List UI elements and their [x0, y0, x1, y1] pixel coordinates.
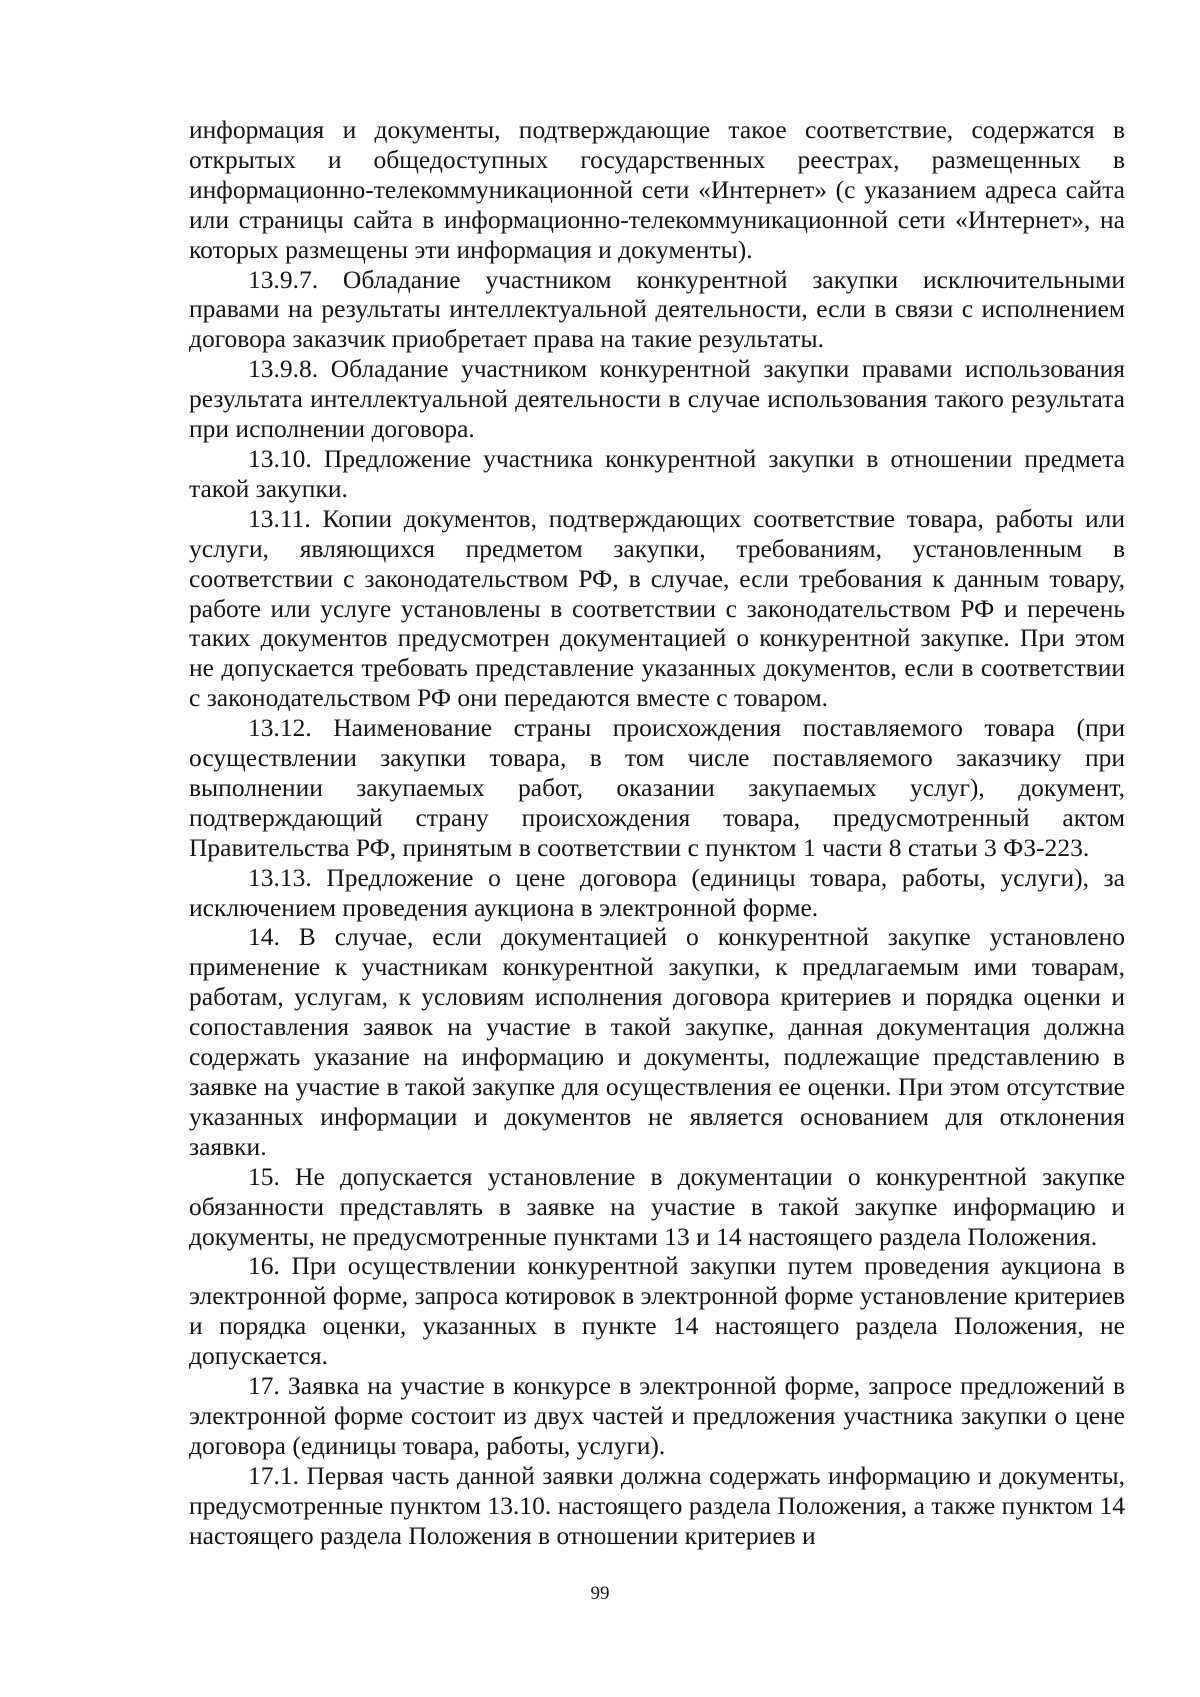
paragraph-15: 15. Не допускается установление в документации о конкурентной закупке обязанности представлять в заявке на участие в такой закупке информацию и документы, не предусмотренные пунктами 13 и 14 настоящего раздела Положения. [189, 1161, 1125, 1251]
paragraph-14: 14. В случае, если документацией о конкурентной закупке установлено применение к участникам конкурентной закупки, к предлагаемым ими товарам, работам, услугам, к условиям исполнения договора критериев и порядка оценки и сопоставления заявок на участие в такой закупке, данная документация должна содержать указание на информацию и документы, подлежащие представлению в заявке на участие в такой закупке для осуществления ее оценки. При этом отсутствие указанных информации и документов не является основанием для отклонения заявки. [189, 922, 1125, 1161]
paragraph-13-10: 13.10. Предложение участника конкурентной закупки в отношении предмета такой закупки. [189, 443, 1125, 503]
paragraph-13-12: 13.12. Наименование страны происхождения поставляемого товара (при осуществлении закупки товара, в том числе поставляемого заказчику при выполнении закупаемых работ, оказании закупаемых услуг), документ, подтверждающий страну происхождения товара, предусмотренный актом Правительства РФ, принятым в соответствии с пунктом 1 части 8 статьи 3 ФЗ-223. [189, 713, 1125, 862]
page-number: 99 [590, 1583, 610, 1604]
paragraph-13-9-8: 13.9.8. Обладание участником конкурентной закупки правами использования результата интеллектуальной деятельности в случае использования такого результата при исполнении договора. [189, 354, 1125, 444]
document-body [189, 115, 1125, 1551]
paragraph-16: 16. При осуществлении конкурентной закупки путем проведения аукциона в электронной форме, запроса котировок в электронной форме установление критериев и порядка оценки, указанных в пункте 14 настоящего раздела Положения, не допускается. [189, 1251, 1125, 1371]
paragraph-17: 17. Заявка на участие в конкурсе в электронной форме, запросе предложений в электронной форме состоит из двух частей и предложения участника закупки о цене договора (единицы товара, работы, услуги). [189, 1371, 1125, 1460]
paragraph-13-13: 13.13. Предложение о цене договора (единицы товара, работы, услуги), за исключением проведения аукциона в электронной форме. [189, 862, 1125, 922]
paragraph-13-9-7: 13.9.7. Обладание участником конкурентной закупки исключительными правами на результаты интеллектуальной деятельности, если в связи с исполнением договора заказчик приобретает права на такие результаты. [189, 264, 1125, 354]
paragraph-13-11: 13.11. Копии документов, подтверждающих соответствие товара, работы или услуги, являющихся предметом закупки, требованиям, установленным в соответствии с законодательством РФ, в случае, если требования к данным товару, работе или услуге установлены в соответствии с законодательством РФ и перечень таких документов предусмотрен документацией о конкурентной закупке. При этом не допускается требовать представление указанных документов, если в соответствии с законодательством РФ они передаются вместе с товаром. [189, 503, 1125, 713]
paragraph-continuation: информация и документы, подтверждающие такое соответствие, содержатся в открытых и общедоступных государственных реестрах, размещенных в информационно-телекоммуникационной сети «Интернет» (с указанием адреса сайта или страницы сайта в информационно-телекоммуникационной сети «Интернет», на которых размещены эти информация и документы). [189, 115, 1125, 264]
paragraph-17-1: 17.1. Первая часть данной заявки должна содержать информацию и документы, предусмотренные пунктом 13.10. настоящего раздела Положения, а также пунктом 14 настоящего раздела Положения в отношении критериев и [189, 1460, 1125, 1550]
